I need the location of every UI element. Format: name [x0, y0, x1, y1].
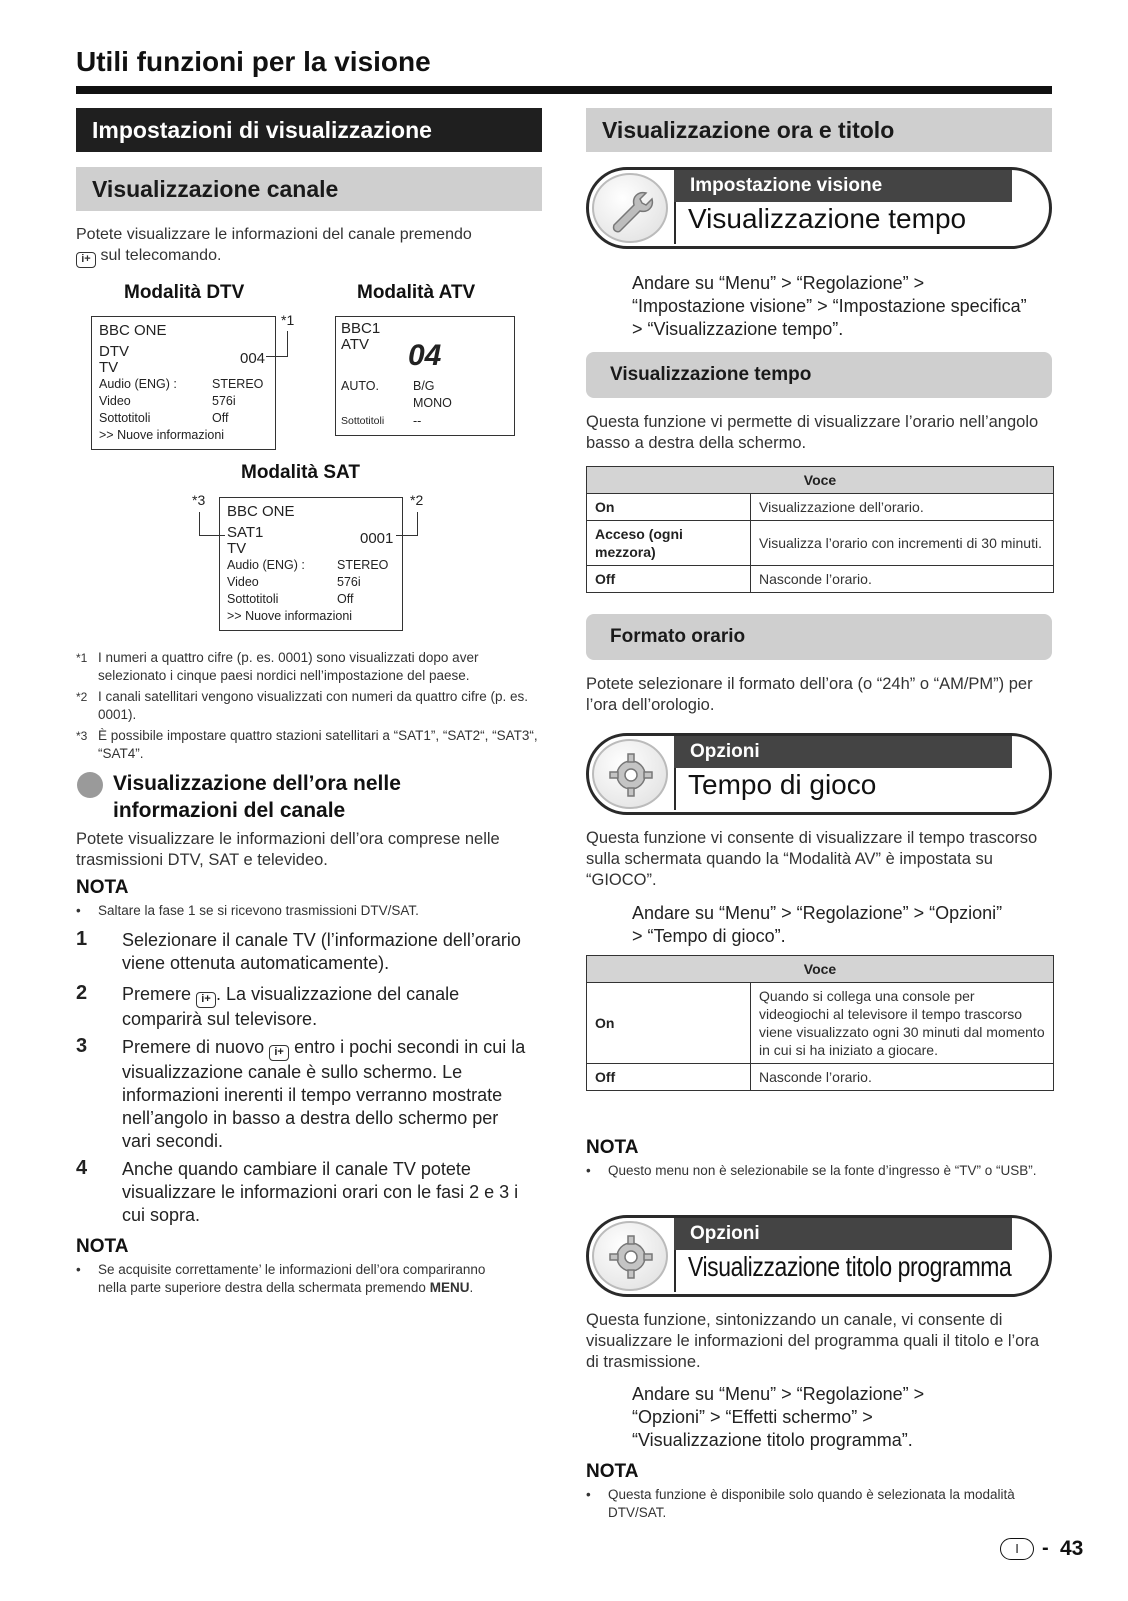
- atv-auto: AUTO.: [341, 379, 379, 393]
- atv-subtitles-value: --: [413, 414, 422, 428]
- channel-display-intro: [76, 224, 546, 268]
- display-time-text: Questa funzione vi permette di visualizzare l’orario nell’angolo basso a destra della schermo.: [586, 413, 1039, 452]
- dtv-video-label: Video: [99, 394, 131, 408]
- menu-path-display-time: Andare su “Menu” > “Regolazione” > “Impostazione visione” > “Impostazione specifica” > “Visualizzazione tempo”.: [632, 273, 1027, 339]
- sat-mode: SAT1: [227, 524, 264, 541]
- game-time-table: [586, 955, 1054, 1091]
- table-row: Off Nasconde l’orario.: [587, 1064, 1054, 1091]
- nota-item-1: • Saltare la fase 1 se si ricevono trasmissioni DTV/SAT.: [76, 903, 419, 918]
- table-row: On Quando si collega una console per videogiochi al televisore il tempo trascorso viene visualizzato ogni 30 minuti dal momento in cui si ha iniziato a giocare.: [587, 983, 1054, 1064]
- sat-connector-right: [396, 512, 418, 536]
- dtv-audio-value: STEREO: [212, 377, 264, 391]
- info-plus-button-icon: i+: [269, 1045, 289, 1061]
- table-row: On Visualizzazione dell’orario.: [587, 494, 1054, 521]
- atv-osd-box: [335, 316, 515, 436]
- game-time-text: Questa funzione vi consente di visualizzare il tempo trascorso sulla schermata quando la “Modalità AV” è impostata su “GIOCO”.: [586, 829, 1038, 889]
- atv-channel-name: BBC1: [341, 320, 381, 337]
- sat-mode-title: Modalità SAT: [241, 462, 360, 483]
- dtv-mode-title: Modalità DTV: [124, 282, 245, 303]
- dtv-more-info: >> Nuove informazioni: [99, 428, 225, 442]
- sat-video-label: Video: [227, 575, 259, 589]
- sat-footnote-mark-right: *2: [410, 492, 424, 508]
- atv-mode-title: Modalità ATV: [357, 282, 476, 303]
- badge-title: Visualizzazione titolo programma: [688, 1251, 1012, 1282]
- page-title: Utili funzioni per la visione: [76, 46, 431, 77]
- footnote-1: *1 I numeri a quattro cifre (p. es. 0001) sono visualizzati dopo aver selezionato i cinque paesi nordici nell’impostazione del paese.: [76, 650, 479, 683]
- sat-video-value: 576i: [337, 575, 361, 589]
- display-time-table: [586, 466, 1054, 593]
- dtv-video-value: 576i: [212, 394, 236, 408]
- sat-subtitles-label: Sottotitoli: [227, 592, 279, 606]
- time-in-channel-info-text: Potete visualizzare le informazioni dell’ora comprese nelle trasmissioni DTV, SAT e televideo.: [76, 830, 500, 869]
- nota-item-4: • Questa funzione è disponibile solo quando è selezionata la modalità DTV/SAT.: [586, 1487, 1015, 1520]
- nota-heading-1: NOTA: [76, 877, 129, 898]
- sat-type: TV: [227, 540, 247, 557]
- dtv-subtitles-label: Sottotitoli: [99, 411, 151, 425]
- step-3: 3 Premere di nuovo i+ entro i pochi secondi in cui la visualizzazione canale è sullo schermo. Le informazioni inerenti il tempo verranno mostrate nell’angolo in basso a destra dello schermo per vari secondi.: [76, 1035, 526, 1151]
- page-number: 43: [1060, 1537, 1084, 1560]
- atv-system: B/G: [413, 379, 435, 393]
- footnote-3: *3 È possibile impostare quattro stazioni satellitari a “SAT1”, “SAT2“, “SAT3“, “SAT4”.: [76, 728, 538, 761]
- atv-subtitles-label: Sottotitoli: [341, 415, 385, 427]
- section-bullet-circle: [77, 772, 103, 798]
- sat-channel-name: BBC ONE: [227, 503, 295, 520]
- badge-category: Impostazione visione: [674, 170, 1012, 202]
- dtv-subtitles-value: Off: [212, 411, 229, 425]
- sat-channel-number: 0001: [360, 530, 394, 547]
- table-row: Off Nasconde l’orario.: [587, 566, 1054, 593]
- subheading-display-time: Visualizzazione tempo: [586, 352, 1052, 398]
- dtv-audio-label: Audio (ENG) :: [99, 377, 177, 391]
- sat-audio-value: STEREO: [337, 558, 389, 572]
- intro-text-2: sul telecomando.: [100, 247, 222, 264]
- programme-title-text: Questa funzione, sintonizzando un canale, vi consente di visualizzare le informazioni del programma quali il titolo e l’ora di trasmissione.: [586, 1311, 1040, 1371]
- step-1: 1 Selezionare il canale TV (l’informazione dell’orario viene ottenuta automaticamente).: [76, 928, 521, 973]
- wrench-icon: [592, 173, 668, 243]
- nota-heading-3: NOTA: [586, 1137, 639, 1158]
- step-4: 4 Anche quando cambiare il canale TV potete visualizzare le informazioni orari con le fasi 2 e 3 i cui sopra.: [76, 1157, 519, 1225]
- language-indicator: I: [1000, 1538, 1034, 1560]
- info-plus-button-icon: i+: [196, 992, 216, 1008]
- nota-item-2: • Se acquisite correttamente’ le informazioni dell’ora compariranno nella parte superiore destra della schermata premendo MENU.: [76, 1262, 486, 1295]
- atv-channel-number: 04: [408, 339, 442, 372]
- section-heading-time-title: Visualizzazione ora e titolo: [586, 108, 1052, 152]
- nota-heading-2: NOTA: [76, 1236, 129, 1257]
- time-in-channel-info-heading: Visualizzazione dell’ora nelle informazioni del canale: [113, 772, 401, 822]
- dtv-connector-line: [266, 331, 288, 357]
- gear-icon: [592, 739, 668, 809]
- table-header: Voce: [587, 467, 1054, 494]
- badge-programme-title: [586, 1215, 1052, 1297]
- dtv-channel-number: 004: [240, 350, 266, 367]
- footnote-2: *2 I canali satellitari vengono visualizzati con numeri da quattro cifre (p. es. 0001).: [76, 689, 528, 722]
- page-dash: -: [1042, 1537, 1049, 1559]
- time-format-text: Potete selezionare il formato dell’ora (o “24h” o “AM/PM”) per l’ora dell’orologio.: [586, 675, 1033, 714]
- intro-text-1: Potete visualizzare le informazioni del canale premendo: [76, 226, 472, 243]
- dtv-mode: DTV: [99, 343, 129, 360]
- table-row: Acceso (ogni mezzora) Visualizza l’orario con incrementi di 30 minuti.: [587, 521, 1054, 566]
- nota-item-3: • Questo menu non è selezionabile se la fonte d’ingresso è “TV” o “USB”.: [586, 1163, 1037, 1178]
- badge-category: Opzioni: [674, 1218, 1012, 1250]
- badge-title: Visualizzazione tempo: [688, 203, 967, 234]
- dtv-footnote-mark: *1: [281, 312, 295, 328]
- atv-mode: ATV: [341, 336, 370, 353]
- menu-path-game-time: Andare su “Menu” > “Regolazione” > “Opzioni” > “Tempo di gioco”.: [632, 903, 1003, 946]
- info-plus-button-icon: i+: [76, 252, 96, 268]
- badge-title: Tempo di gioco: [688, 769, 877, 800]
- sat-connector-left: [199, 512, 225, 536]
- badge-display-time: [586, 167, 1052, 249]
- badge-game-time: [586, 733, 1052, 815]
- badge-category: Opzioni: [674, 736, 1012, 768]
- sat-audio-label: Audio (ENG) :: [227, 558, 305, 572]
- nota-heading-4: NOTA: [586, 1461, 639, 1482]
- dtv-osd-box: [91, 316, 276, 450]
- table-header: Voce: [587, 956, 1054, 983]
- sat-osd-box: [219, 497, 403, 631]
- subsection-heading-channel-display: Visualizzazione canale: [76, 167, 542, 211]
- step-2: 2 Premere i+ . La visualizzazione del canale comparirà sul televisore.: [76, 982, 460, 1029]
- sat-subtitles-value: Off: [337, 592, 354, 606]
- subheading-time-format: Formato orario: [586, 614, 1052, 660]
- title-rule: [76, 86, 1052, 94]
- menu-path-programme-title: Andare su “Menu” > “Regolazione” > “Opzioni” > “Effetti schermo” > “Visualizzazione titolo programma”.: [632, 1384, 925, 1450]
- sat-footnote-mark-left: *3: [192, 492, 206, 508]
- sat-more-info: >> Nuove informazioni: [227, 609, 353, 623]
- dtv-channel-name: BBC ONE: [99, 322, 167, 339]
- gear-icon: [592, 1221, 668, 1291]
- section-heading-display-settings: Impostazioni di visualizzazione: [76, 108, 542, 152]
- dtv-type: TV: [99, 359, 119, 376]
- atv-sound: MONO: [413, 396, 452, 410]
